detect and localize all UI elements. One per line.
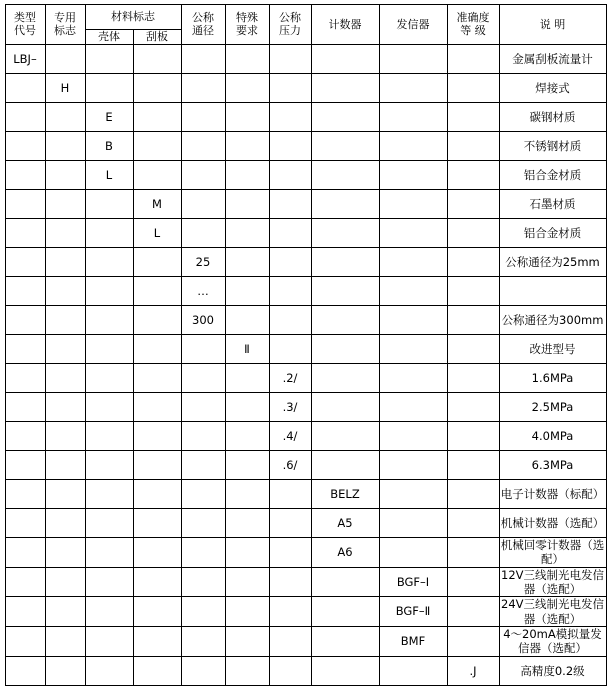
cell-empty xyxy=(133,597,181,627)
table-row xyxy=(5,567,606,597)
cell-empty xyxy=(45,656,85,685)
cell-empty xyxy=(225,131,269,160)
cell-empty xyxy=(133,160,181,189)
cell-empty xyxy=(45,102,85,131)
cell-empty xyxy=(85,247,133,276)
table-row xyxy=(5,160,606,189)
cell-empty xyxy=(225,656,269,685)
header-counter: 计数器 xyxy=(311,5,379,45)
cell-empty xyxy=(311,627,379,657)
cell-empty xyxy=(45,305,85,334)
cell-empty xyxy=(133,102,181,131)
cell-empty xyxy=(379,450,447,479)
cell-code-material-blade: M xyxy=(133,189,181,218)
cell-code-nominal-diameter: … xyxy=(181,276,225,305)
cell-empty xyxy=(85,537,133,567)
cell-empty xyxy=(379,537,447,567)
cell-description: 12V三线制光电发信器（选配） xyxy=(501,567,604,596)
cell-empty xyxy=(225,450,269,479)
header-transmitter: 发信器 xyxy=(379,5,447,45)
cell-empty xyxy=(379,73,447,102)
table-row xyxy=(5,479,606,508)
cell-empty xyxy=(181,73,225,102)
cell-code-nominal-pressure: .2/ xyxy=(269,363,311,392)
cell-empty xyxy=(225,421,269,450)
table-row xyxy=(5,656,606,685)
cell-empty xyxy=(5,656,45,685)
cell-empty xyxy=(133,334,181,363)
cell-empty xyxy=(225,305,269,334)
cell-code-transmitter: BGF–Ⅱ xyxy=(379,597,447,627)
cell-description: 公称通径为25mm xyxy=(499,247,606,276)
header-nominal-pressure-line2: 压力 xyxy=(279,24,301,38)
table-row xyxy=(5,450,606,479)
cell-empty xyxy=(269,73,311,102)
cell-empty xyxy=(447,218,499,247)
cell-empty xyxy=(379,392,447,421)
table-row xyxy=(5,218,606,247)
table-row xyxy=(5,627,606,657)
cell-description: 1.6MPa xyxy=(499,363,606,392)
cell-empty xyxy=(85,450,133,479)
cell-description: 机械计数器（选配） xyxy=(499,508,606,537)
cell-empty xyxy=(447,247,499,276)
cell-code-nominal-diameter: 300 xyxy=(181,305,225,334)
cell-empty xyxy=(269,276,311,305)
cell-empty xyxy=(311,102,379,131)
cell-empty xyxy=(133,508,181,537)
cell-empty xyxy=(379,363,447,392)
cell-empty xyxy=(225,160,269,189)
cell-empty xyxy=(269,334,311,363)
cell-empty xyxy=(85,44,133,73)
cell-empty xyxy=(85,508,133,537)
cell-empty xyxy=(181,392,225,421)
cell-description: 电子计数器（标配） xyxy=(499,479,606,508)
cell-empty xyxy=(85,421,133,450)
cell-empty xyxy=(181,627,225,657)
cell-empty xyxy=(45,567,85,597)
cell-empty xyxy=(5,218,45,247)
header-special-mark-line2: 标志 xyxy=(54,24,76,38)
cell-empty xyxy=(5,567,45,597)
cell-empty xyxy=(225,597,269,627)
table-row xyxy=(5,305,606,334)
cell-empty xyxy=(45,44,85,73)
cell-empty xyxy=(225,102,269,131)
cell-empty xyxy=(85,73,133,102)
cell-description: 碳钢材质 xyxy=(499,102,606,131)
cell-empty xyxy=(85,334,133,363)
cell-empty xyxy=(447,508,499,537)
table-row xyxy=(5,421,606,450)
cell-empty xyxy=(181,450,225,479)
cell-code-accuracy: .J xyxy=(447,656,499,685)
cell-empty xyxy=(225,508,269,537)
header-special-req-line2: 要求 xyxy=(236,24,258,38)
cell-empty xyxy=(133,73,181,102)
cell-empty xyxy=(269,247,311,276)
cell-description: 4～20mA模拟量发信器（选配） xyxy=(499,627,606,657)
cell-empty xyxy=(133,421,181,450)
cell-empty xyxy=(45,537,85,567)
cell-empty xyxy=(181,597,225,627)
cell-empty xyxy=(379,656,447,685)
header-nominal-diameter-line2: 通径 xyxy=(192,24,214,38)
cell-empty xyxy=(269,567,311,597)
cell-empty xyxy=(45,508,85,537)
cell-code-nominal-pressure: .3/ xyxy=(269,392,311,421)
cell-empty xyxy=(5,160,45,189)
cell-empty xyxy=(379,334,447,363)
cell-empty xyxy=(133,627,181,657)
cell-empty xyxy=(45,276,85,305)
cell-empty xyxy=(45,218,85,247)
model-code-table xyxy=(5,4,607,686)
cell-empty xyxy=(379,508,447,537)
table-row xyxy=(5,44,606,73)
cell-empty xyxy=(269,189,311,218)
cell-description: 4.0MPa xyxy=(499,421,606,450)
cell-empty xyxy=(45,627,85,657)
header-special-req-line1: 特殊 xyxy=(236,11,258,25)
cell-code-nominal-diameter: 25 xyxy=(181,247,225,276)
cell-empty xyxy=(85,189,133,218)
cell-empty xyxy=(225,537,269,567)
cell-empty xyxy=(379,189,447,218)
table-row xyxy=(5,276,606,305)
cell-empty xyxy=(225,276,269,305)
table-row xyxy=(5,597,606,627)
cell-empty xyxy=(379,479,447,508)
cell-code-type-code: LBJ– xyxy=(5,44,45,73)
table-row xyxy=(5,189,606,218)
cell-empty xyxy=(5,247,45,276)
cell-description: 改进型号 xyxy=(499,334,606,363)
cell-code-counter: A5 xyxy=(311,508,379,537)
cell-empty xyxy=(447,102,499,131)
cell-empty xyxy=(225,479,269,508)
cell-empty xyxy=(269,479,311,508)
table-row xyxy=(5,537,606,567)
header-nominal-diameter xyxy=(181,5,225,45)
cell-empty xyxy=(311,131,379,160)
cell-empty xyxy=(181,44,225,73)
cell-empty xyxy=(311,218,379,247)
header-type-code-line1: 类型 xyxy=(14,11,36,25)
cell-empty xyxy=(225,567,269,597)
cell-empty xyxy=(133,656,181,685)
cell-empty xyxy=(181,567,225,597)
cell-description: 2.5MPa xyxy=(499,392,606,421)
cell-code-special-mark: H xyxy=(45,73,85,102)
header-special-mark xyxy=(45,5,85,45)
cell-empty xyxy=(85,305,133,334)
cell-empty xyxy=(85,276,133,305)
cell-empty xyxy=(379,276,447,305)
cell-empty xyxy=(447,160,499,189)
cell-empty xyxy=(45,189,85,218)
cell-empty xyxy=(5,392,45,421)
header-description: 说 明 xyxy=(499,5,606,45)
cell-empty xyxy=(269,102,311,131)
table-row xyxy=(5,247,606,276)
header-material-blade: 刮板 xyxy=(133,30,181,45)
cell-empty xyxy=(225,363,269,392)
cell-code-material-blade: L xyxy=(133,218,181,247)
cell-empty xyxy=(311,305,379,334)
table-row xyxy=(5,102,606,131)
cell-empty xyxy=(269,508,311,537)
cell-empty xyxy=(5,305,45,334)
cell-empty xyxy=(5,131,45,160)
cell-empty xyxy=(5,276,45,305)
cell-empty xyxy=(269,627,311,657)
cell-empty xyxy=(5,479,45,508)
cell-empty xyxy=(311,392,379,421)
cell-code-nominal-pressure: .4/ xyxy=(269,421,311,450)
cell-empty xyxy=(181,508,225,537)
cell-empty xyxy=(379,305,447,334)
cell-empty xyxy=(447,305,499,334)
cell-empty xyxy=(225,73,269,102)
cell-empty xyxy=(133,567,181,597)
cell-empty xyxy=(181,131,225,160)
cell-empty xyxy=(133,392,181,421)
cell-empty xyxy=(311,421,379,450)
header-material-mark: 材料标志 xyxy=(85,5,181,30)
cell-empty xyxy=(85,656,133,685)
cell-empty xyxy=(5,102,45,131)
cell-empty xyxy=(181,102,225,131)
cell-empty xyxy=(133,276,181,305)
cell-description: 铝合金材质 xyxy=(499,218,606,247)
cell-description: 6.3MPa xyxy=(499,450,606,479)
cell-empty xyxy=(447,392,499,421)
cell-empty xyxy=(447,421,499,450)
cell-empty xyxy=(225,189,269,218)
cell-empty xyxy=(225,44,269,73)
cell-empty xyxy=(133,247,181,276)
cell-empty xyxy=(85,627,133,657)
cell-empty xyxy=(133,44,181,73)
cell-empty xyxy=(85,218,133,247)
cell-empty xyxy=(133,131,181,160)
cell-description: 高精度0.2级 xyxy=(499,656,606,685)
cell-empty xyxy=(269,218,311,247)
header-type-code-line2: 代号 xyxy=(14,24,36,38)
cell-empty xyxy=(85,567,133,597)
table-row xyxy=(5,73,606,102)
cell-empty xyxy=(311,276,379,305)
cell-empty xyxy=(5,421,45,450)
cell-empty xyxy=(45,479,85,508)
cell-empty xyxy=(85,597,133,627)
cell-empty xyxy=(311,247,379,276)
cell-empty xyxy=(447,131,499,160)
spec-table-sheet xyxy=(0,4,611,678)
cell-description: 石墨材质 xyxy=(499,189,606,218)
cell-empty xyxy=(181,160,225,189)
cell-empty xyxy=(181,479,225,508)
table-row xyxy=(5,334,606,363)
cell-empty xyxy=(447,597,499,627)
cell-empty xyxy=(269,656,311,685)
cell-empty xyxy=(269,597,311,627)
cell-empty xyxy=(379,131,447,160)
header-nominal-pressure xyxy=(269,5,311,45)
cell-empty xyxy=(5,334,45,363)
cell-empty xyxy=(181,537,225,567)
cell-empty xyxy=(379,44,447,73)
cell-description: 不锈钢材质 xyxy=(499,131,606,160)
header-nominal-diameter-line1: 公称 xyxy=(192,11,214,25)
cell-empty xyxy=(311,44,379,73)
cell-empty xyxy=(225,627,269,657)
cell-empty xyxy=(447,276,499,305)
header-type-code xyxy=(5,5,45,45)
cell-empty xyxy=(269,44,311,73)
cell-empty xyxy=(45,363,85,392)
cell-empty xyxy=(311,73,379,102)
cell-empty xyxy=(447,44,499,73)
cell-code-transmitter: BMF xyxy=(379,627,447,657)
cell-empty xyxy=(5,627,45,657)
cell-empty xyxy=(311,363,379,392)
cell-empty xyxy=(133,450,181,479)
cell-empty xyxy=(45,334,85,363)
header-accuracy-line2: 等 级 xyxy=(460,24,486,38)
cell-empty xyxy=(181,363,225,392)
cell-empty xyxy=(133,363,181,392)
cell-empty xyxy=(269,537,311,567)
cell-description: 焊接式 xyxy=(499,73,606,102)
header-nominal-pressure-line1: 公称 xyxy=(279,11,301,25)
header-accuracy xyxy=(447,5,499,45)
cell-description: 金属刮板流量计 xyxy=(499,44,606,73)
cell-empty xyxy=(181,656,225,685)
cell-empty xyxy=(85,479,133,508)
header-special-mark-line1: 专用 xyxy=(54,11,76,25)
cell-empty xyxy=(379,247,447,276)
cell-empty xyxy=(311,334,379,363)
cell-empty xyxy=(311,567,379,597)
cell-empty xyxy=(181,218,225,247)
cell-empty xyxy=(133,479,181,508)
cell-empty xyxy=(311,450,379,479)
cell-empty xyxy=(447,567,499,597)
cell-empty xyxy=(5,73,45,102)
cell-empty xyxy=(269,160,311,189)
cell-empty xyxy=(447,73,499,102)
cell-empty xyxy=(45,421,85,450)
cell-empty xyxy=(5,363,45,392)
header-material-shell: 壳体 xyxy=(85,30,133,45)
cell-empty xyxy=(45,160,85,189)
cell-code-material-shell: B xyxy=(85,131,133,160)
cell-empty xyxy=(45,597,85,627)
cell-empty xyxy=(311,189,379,218)
cell-description: 铝合金材质 xyxy=(499,160,606,189)
cell-empty xyxy=(379,218,447,247)
cell-empty xyxy=(5,508,45,537)
cell-empty xyxy=(225,392,269,421)
cell-empty xyxy=(181,189,225,218)
cell-empty xyxy=(447,334,499,363)
table-row xyxy=(5,131,606,160)
cell-empty xyxy=(447,627,499,657)
cell-empty xyxy=(379,160,447,189)
cell-empty xyxy=(225,247,269,276)
cell-empty xyxy=(225,218,269,247)
cell-empty xyxy=(379,102,447,131)
cell-empty xyxy=(379,421,447,450)
cell-empty xyxy=(45,131,85,160)
cell-empty xyxy=(447,479,499,508)
cell-empty xyxy=(447,537,499,567)
cell-code-special-req: Ⅱ xyxy=(225,334,269,363)
cell-empty xyxy=(5,189,45,218)
header-accuracy-line1: 准确度 xyxy=(456,11,490,25)
cell-empty xyxy=(5,450,45,479)
cell-empty xyxy=(447,363,499,392)
cell-empty xyxy=(311,597,379,627)
cell-empty xyxy=(45,450,85,479)
cell-code-nominal-pressure: .6/ xyxy=(269,450,311,479)
cell-empty xyxy=(181,334,225,363)
cell-description: 机械回零计数器（选配） xyxy=(500,537,605,567)
cell-empty xyxy=(311,656,379,685)
cell-code-material-shell: L xyxy=(85,160,133,189)
cell-empty xyxy=(269,131,311,160)
cell-code-counter: A6 xyxy=(311,537,379,567)
cell-empty xyxy=(85,392,133,421)
cell-empty xyxy=(447,189,499,218)
header-special-req xyxy=(225,5,269,45)
cell-empty xyxy=(181,421,225,450)
cell-empty xyxy=(5,537,45,567)
cell-description: 24V三线制光电发信器（选配） xyxy=(501,597,604,626)
cell-empty xyxy=(447,450,499,479)
table-row xyxy=(5,363,606,392)
cell-empty xyxy=(85,363,133,392)
cell-empty xyxy=(133,537,181,567)
cell-empty xyxy=(45,247,85,276)
table-row xyxy=(5,392,606,421)
cell-empty xyxy=(311,160,379,189)
cell-empty xyxy=(45,392,85,421)
cell-code-material-shell: E xyxy=(85,102,133,131)
cell-empty xyxy=(499,276,606,305)
cell-code-counter: BELZ xyxy=(311,479,379,508)
table-row xyxy=(5,508,606,537)
table-header-row-1 xyxy=(5,5,606,30)
cell-empty xyxy=(133,305,181,334)
cell-description: 公称通径为300mm xyxy=(499,305,606,334)
cell-code-transmitter: BGF–Ⅰ xyxy=(379,567,447,597)
cell-empty xyxy=(5,597,45,627)
cell-empty xyxy=(269,305,311,334)
